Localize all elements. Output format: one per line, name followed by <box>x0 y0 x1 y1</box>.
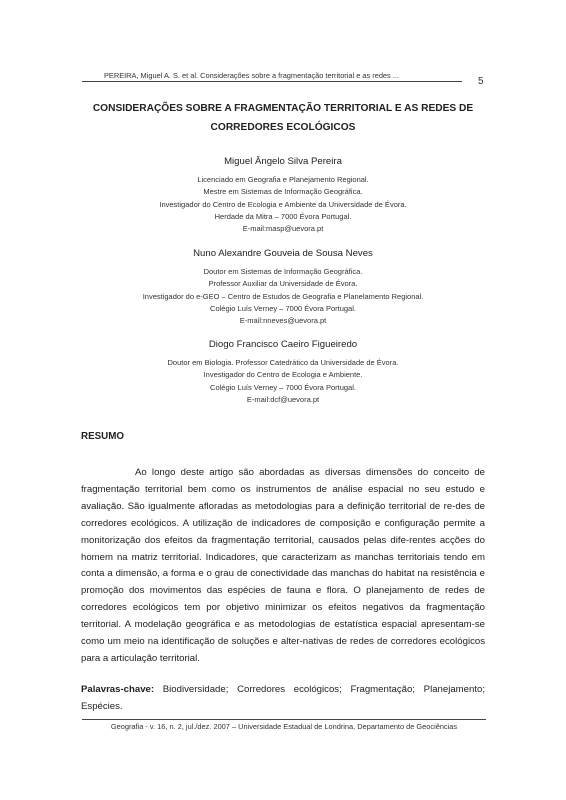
journal-footer: Geografia - v. 16, n. 2, jul./dez. 2007 – Universidade Estadual de Londrina, Departamento de Geociências <box>110 722 458 731</box>
title-line-2: CORREDORES ECOLÓGICOS <box>210 122 356 133</box>
header-rule <box>82 81 462 82</box>
author-affiliation: Professor Auxiliar da Universidade de Évora. <box>208 279 358 289</box>
abstract-body <box>81 465 485 668</box>
footer-rule <box>82 719 486 720</box>
author-affiliation: Colégio Luís Verney – 7000 Évora Portugal. <box>210 303 356 313</box>
keywords-label: Palavras-chave: <box>81 684 155 695</box>
abstract-heading: RESUMO <box>81 431 125 442</box>
author-affiliation: Doutor em Biologia. Professor Catedrático da Universidade de Évora. <box>167 358 399 367</box>
running-header: PEREIRA, Miguel A. S. et al. Considerações sobre a fragmentação territorial e as redes ... <box>104 71 399 80</box>
author-affiliation: Colégio Luís Verney – 7000 Évora Portugal. <box>210 382 356 392</box>
keywords-list: Biodiversidade; Corredores ecológicos; Fragmentação; Planejamento; Espécies. <box>81 684 485 712</box>
author-affiliation: Mestre em Sistemas de Informação Geográfica. <box>203 187 363 197</box>
author-block-1 <box>80 155 486 235</box>
title-line-1: CONSIDERAÇÕES SOBRE A FRAGMENTAÇÃO TERRITORIAL E AS REDES DE <box>92 103 474 114</box>
abstract-paragraph: Ao longo deste artigo são abordadas as diversas dimensões do conceito de fragmentação territorial bem como os instrumentos de análise espacial no seu estudo e avaliação. São igualmente afloradas as metodologias para a definição territorial de re-des de corredores ecológicos. A utilização de indicadores de composição e configuração permite a monitorização dos efeitos da fragmentação territorial, causados pelas dife-rentes acções do homem na matriz territorial. Indicadores, que caracterizam as manchas territoriais tendo em conta a dimensão, a forma e o grau de conectividade das manchas do habitat na resistência e promoção dos movimentos das espécies de fauna e flora. O planejamento de redes de corredores ecológicos tem por objetivo minimizar os efeitos negativos da fragmentação territorial. A modelação geográfica e as metodologias de estatística espacial apresentam-se como um meio na identificação de soluções e alter-nativas de redes de corredores ecológicos para a articulação territorial. <box>81 467 485 664</box>
author-affiliation: Herdade da Mitra – 7000 Évora Portugal. <box>214 211 352 221</box>
author-name: Diogo Francisco Caeiro Figueiredo <box>208 339 358 350</box>
author-affiliation: Investigador do Centro de Ecologia e Ambiente da Universidade de Évora. <box>159 199 407 209</box>
author-name: Nuno Alexandre Gouveia de Sousa Neves <box>193 248 373 259</box>
author-name: Miguel Ângelo Silva Pereira <box>224 156 342 167</box>
author-affiliation: Investigador do e-GEO – Centro de Estudos de Geografia e Planelamento Regional. <box>142 291 424 301</box>
keywords <box>81 681 485 715</box>
author-affiliation: Investigador do Centro de Ecologia e Ambiente. <box>203 370 363 380</box>
author-email: E-mail:dcf@uevora.pt <box>246 394 320 404</box>
author-email: E-mail:masp@uevora.pt <box>242 224 324 234</box>
author-affiliation: Doutor em Sistemas de Informação Geográfica. <box>203 267 363 276</box>
page-number: 5 <box>478 76 484 87</box>
author-block-2 <box>80 247 486 327</box>
article-title <box>70 99 496 137</box>
author-affiliation: Licenciado em Geografia e Planejamento Regional. <box>197 175 369 184</box>
author-block-3 <box>80 338 486 406</box>
author-email: E-mail:nneves@uevora.pt <box>239 316 327 326</box>
